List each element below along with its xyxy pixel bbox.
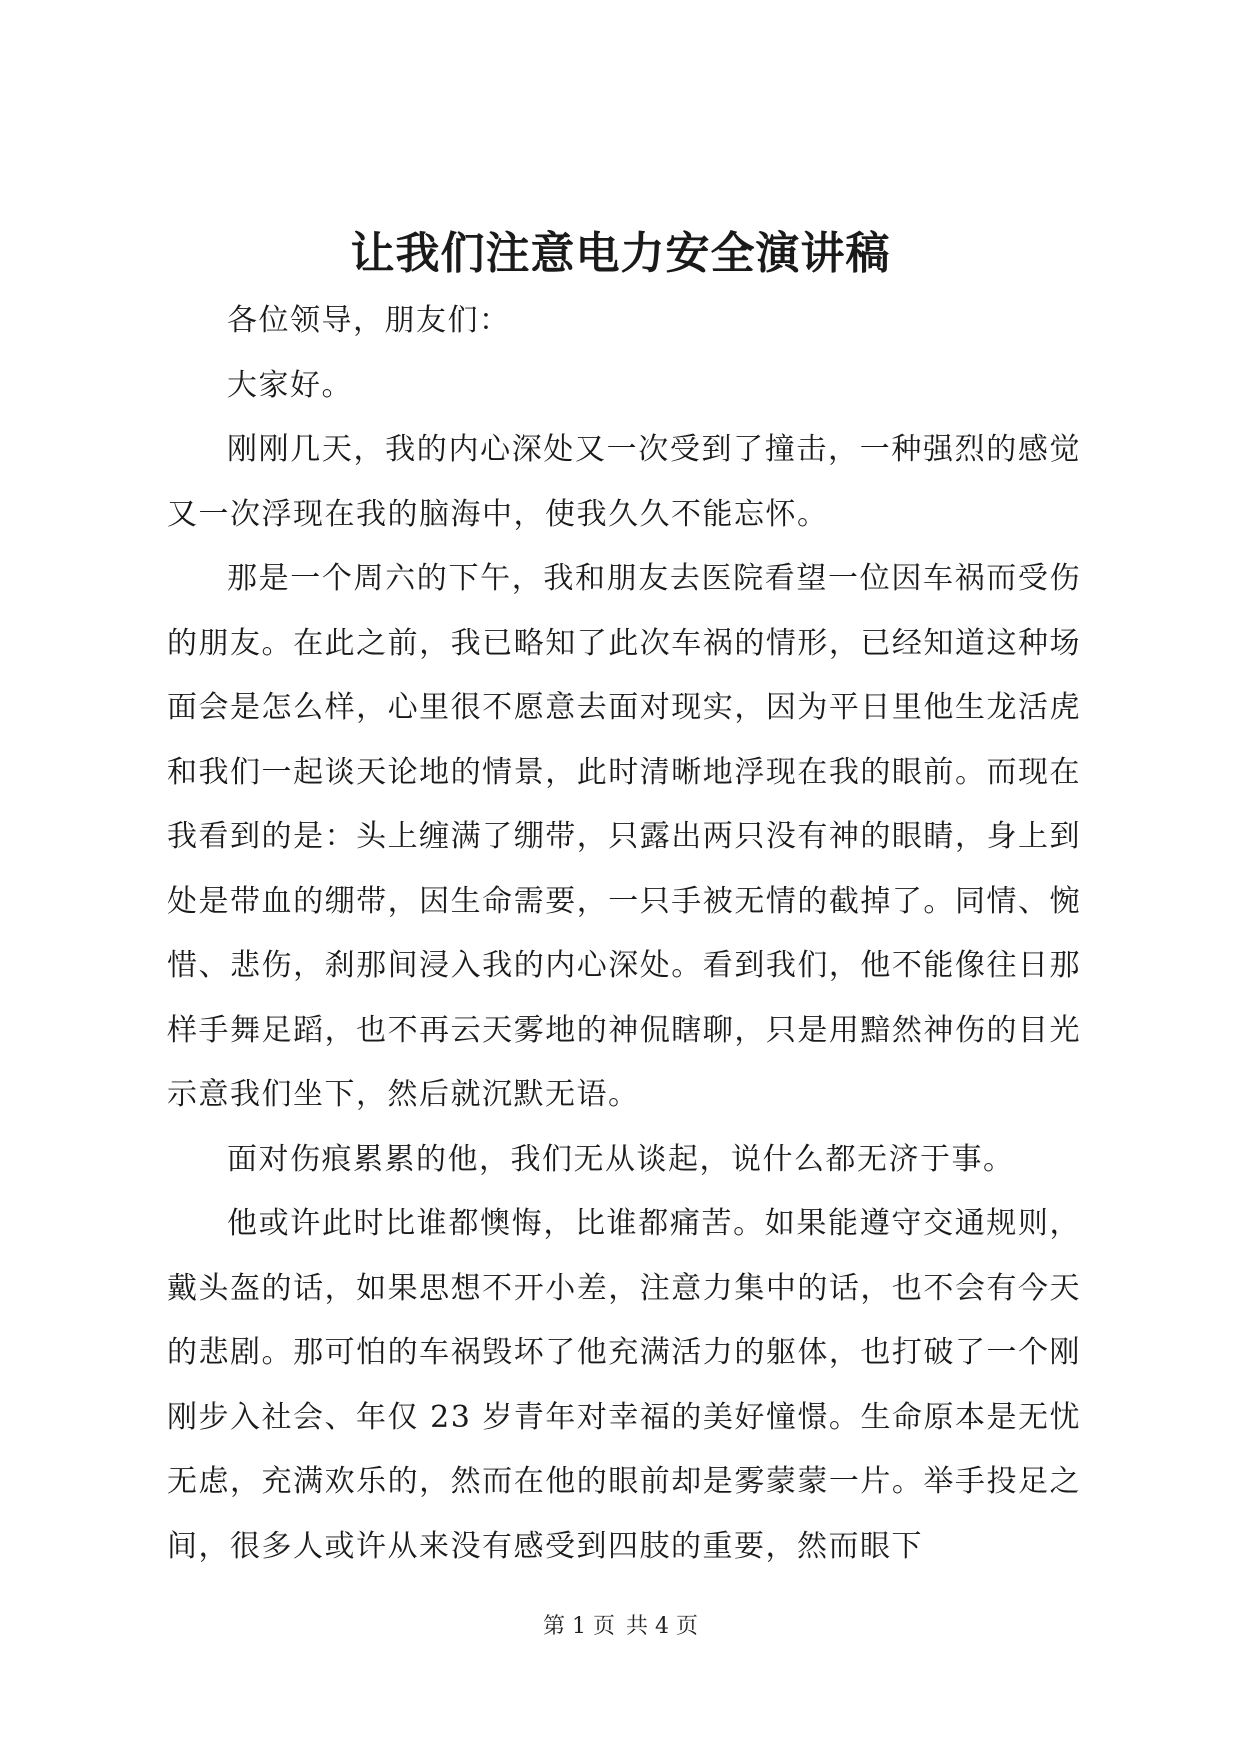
paragraph: 刚刚几天，我的内心深处又一次受到了撞击，一种强烈的感觉又一次浮现在我的脑海中，使我久久不能忘怀。 (167, 432, 1081, 532)
paragraph: 那是一个周六的下午，我和朋友去医院看望一位因车祸而受伤的朋友。在此之前，我已略知了此次车祸的情形，已经知道这种场面会是怎么样，心里很不愿意去面对现实，因为平日里他生龙活虎和我们一起谈天论地的情景，此时清晰地浮现在我的眼前。而现在我看到的是：头上缠满了绷带，只露出两只没有神的眼睛，身上到处是带血的绷带，因生命需要，一只手被无情的截掉了。同情、惋惜、悲伤，刹那间浸入我的内心深处。看到我们，他不能像往日那样手舞足蹈，也不再云天雾地的神侃瞎聊，只是用黯然神伤的目光示意我们坐下，然后就沉默无语。 (167, 561, 1081, 1112)
page-footer (0, 1612, 1241, 1642)
paragraph-greeting: 大家好。 (227, 367, 353, 403)
document-title: 让我们注意电力安全演讲稿 (350, 228, 891, 279)
document-body (167, 289, 1081, 1579)
page-number: 第 1 页 (543, 1614, 615, 1639)
paragraph: 他或许此时比谁都懊悔，比谁都痛苦。如果能遵守交通规则，戴头盔的话，如果思想不开小差，注意力集中的话，也不会有今天的悲剧。那可怕的车祸毁坏了他充满活力的躯体，也打破了一个刚刚步入社会、年仅 23 岁青年对幸福的美好憧憬。生命原本是无忧无虑，充满欢乐的，然而在他的眼前却是雾蒙蒙一片。举手投足之间，很多人或许从来没有感受到四肢的重要，然而眼下 (167, 1206, 1081, 1564)
paragraph: 面对伤痕累累的他，我们无从谈起，说什么都无济于事。 (227, 1141, 1015, 1177)
total-pages: 共 4 页 (626, 1614, 698, 1639)
paragraph-salutation: 各位领导，朋友们： (227, 303, 511, 338)
